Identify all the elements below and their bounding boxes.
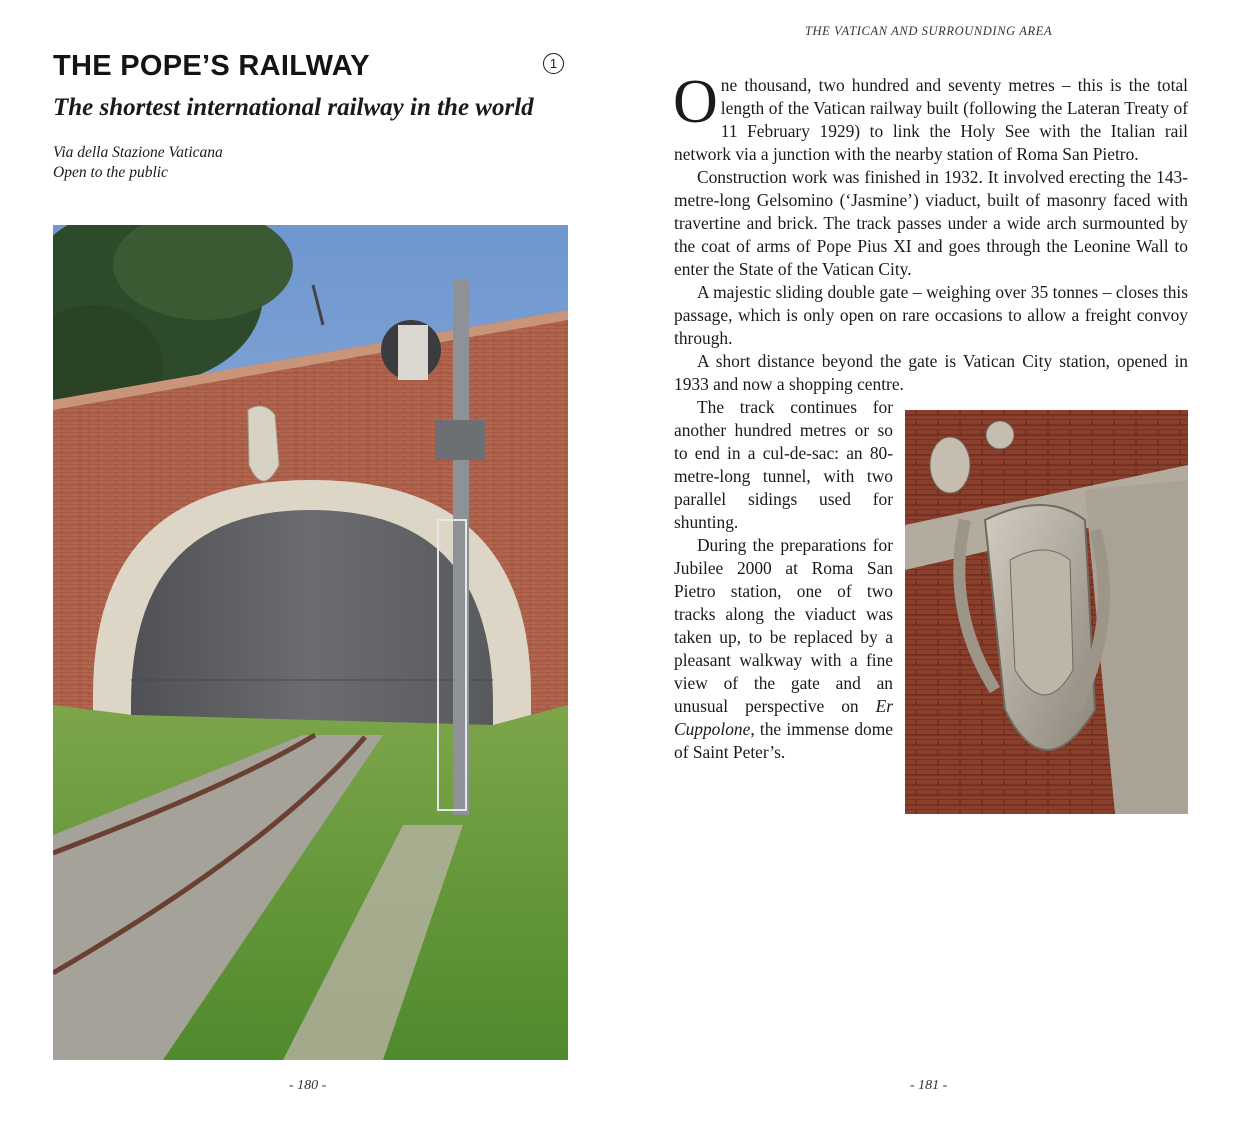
- running-head: THE VATICAN AND SURROUNDING AREA: [805, 24, 1053, 38]
- paragraph-3: A majestic sliding double gate – weighing over 35 tonnes – closes this passage, which is only open on rare occasions to allow a freight convoy through.: [674, 282, 1188, 348]
- paragraph-6-text-a: During the preparations for Jubilee 2000 at Roma San Pietro station, one of two tracks along the viaduct was taken up, to be replaced by a pleasant walkway with a fine view of the gate and an unusual perspective on: [674, 535, 893, 716]
- access-line: Open to the public: [53, 164, 168, 181]
- drop-cap: O: [673, 68, 718, 136]
- page-number-left: - 180 -: [289, 1078, 327, 1093]
- railway-gate-photo: [53, 225, 568, 1060]
- address-line: Via della Stazione Vaticana: [53, 144, 223, 161]
- article-body: [673, 68, 1188, 820]
- entry-number-badge: 1: [543, 53, 564, 74]
- paragraph-6-text-b: , the immense dome of Saint Peter’s.: [674, 719, 893, 762]
- page-title: THE POPE’S RAILWAY: [53, 50, 370, 82]
- dome-nickname: Er Cuppolone: [674, 696, 893, 739]
- paragraph-5: The track continues for another hundred metres or so to end in a cul-de-sac: an 80-metre-long tunnel, with two parallel sidings used for shunting.: [674, 397, 893, 532]
- paragraph-4: A short distance beyond the gate is Vatican City station, opened in 1933 and now a shopping centre.: [674, 351, 1188, 394]
- paragraph-1-text: ne thousand, two hundred and seventy metres – this is the total length of the Vatican railway built (following the Lateran Treaty of 11 February 1929) to link the Holy See with the Italian rail network via a junction with the nearby station of Roma San Pietro.: [674, 75, 1188, 164]
- right-page: [620, 0, 1241, 1123]
- page-number-right: - 181 -: [910, 1078, 948, 1093]
- paragraph-1: [673, 68, 1188, 166]
- page-subtitle: The shortest international railway in the world: [53, 94, 534, 121]
- paragraph-2: Construction work was finished in 1932. It involved erecting the 143-metre-long Gelsomino (‘Jasmine’) viaduct, built of masonry faced with travertine and brick. The track passes under a wide arch surmounted by the coat of arms of Pope Pius XI and goes through the Leonine Wall to enter the State of the Vatican City.: [674, 167, 1188, 279]
- left-page: [0, 0, 620, 1123]
- coat-of-arms-photo: [905, 410, 1188, 814]
